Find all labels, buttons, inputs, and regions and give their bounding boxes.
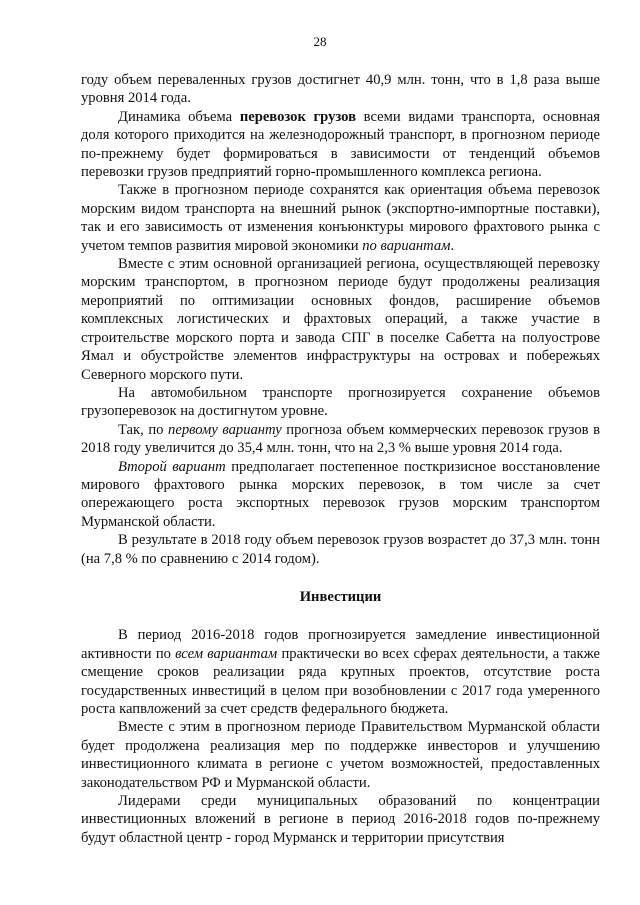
paragraph-municipal-leaders: Лидерами среди муниципальных образований по концентрации инвестиционных вложений в регионе в период 2016-2018 годов по-прежнему будут областной центр - город Мурманск и территории присутствия (81, 793, 600, 846)
paragraph-result: В результате в 2018 году объем перевозок грузов возрастет до 37,3 млн. тонн (на 7,8 % по сравнению с 2014 годом). (81, 532, 600, 567)
paragraph-second-variant (81, 458, 600, 532)
italic-term-second-variant: Второй вариант (118, 458, 226, 475)
page-number: 28 (313, 34, 327, 49)
text-run: Также в прогнозном периоде сохранятся как ориентация объема перевозок морским видом транспорта на внешний рынок (экспортно-импортные поставки), так и его зависимость от изменения конъюнктуры мирового фрахтового рынка с учетом темпов развития мировой экономики (81, 182, 600, 254)
paragraph-road-transport: На автомобильном транспорте прогнозируется сохранение объемов грузоперевозок на достигнутом уровне. (81, 384, 600, 420)
italic-term-all-variants: всем вариантам (175, 645, 278, 662)
text-run: Так, по (118, 421, 169, 438)
bold-term-cargo: перевозок грузов (239, 108, 356, 125)
paragraph-investment-slowdown (81, 626, 600, 718)
text-run: предполагает постепенное посткризисное восстановление мирового фрахтового рынка морских перевозок, в том числе за счет опережающего роста экспортных перевозок грузов морским транспортом Мурманской области. (81, 458, 600, 530)
paragraph-government-support: Вместе с этим в прогнозном периоде Правительством Мурманской области будет продолжена реализация мер по поддержке инвесторов и улучшению инвестиционного климата в регионе с учетом возможностей, предоставленных законодательством РФ и Мурманской области. (81, 719, 600, 791)
text-run: практически во всех сферах деятельности, а также смещение сроков реализации ряда крупных проектов, отсутствие роста государственных инвестиций в целом при возобновлении с 2017 года умеренного роста капвложений за счет средств федерального бюджета. (81, 645, 600, 717)
italic-term-variants: по вариантам (362, 237, 451, 254)
paragraph-first-variant (81, 421, 600, 458)
text-run: . (450, 237, 455, 254)
paragraph-cargo-dynamics (81, 108, 600, 182)
paragraph-continuation: году объем переваленных грузов достигнет 40,9 млн. тонн, что в 1,8 раза выше уровня 2014 года. (81, 72, 600, 107)
document-body (81, 71, 600, 847)
text-run: всеми видами транспорта, основная доля которого приходится на железнодорожный транспорт, в прогнозном периоде по-прежнему будет формироваться в зависимости от тенденций объемов перевозки грузов предприятий горно-промышленного комплекса региона. (81, 108, 600, 181)
italic-term-first-variant: первому варианту (168, 421, 282, 438)
paragraph-sea-transport (81, 181, 600, 255)
section-heading: Инвестиции (299, 588, 382, 605)
paragraph-port-organization: Вместе с этим основной организацией региона, осуществляющей перевозку морским транспортом, в прогнозном периоде будут продолжены реализация мероприятий по оптимизации основных фондов, расширение объемов комплексных логистических и фрахтовых операций, а также участие в строительстве морского порта и завода СПГ в поселке Сабетта на полуострове Ямал и обустройстве элементов инфраструктуры на островах и побережьях Северного морского пути. (81, 256, 600, 383)
text-run: прогноза объем коммерческих перевозок грузов в 2018 году увеличится до 35,4 млн. тонн, что на 2,3 % выше уровня 2014 года. (81, 421, 601, 457)
text-run: В период 2016-2018 годов прогнозируется замедление инвестиционной активности по (81, 627, 600, 662)
text-run: Динамика объема (118, 108, 240, 125)
